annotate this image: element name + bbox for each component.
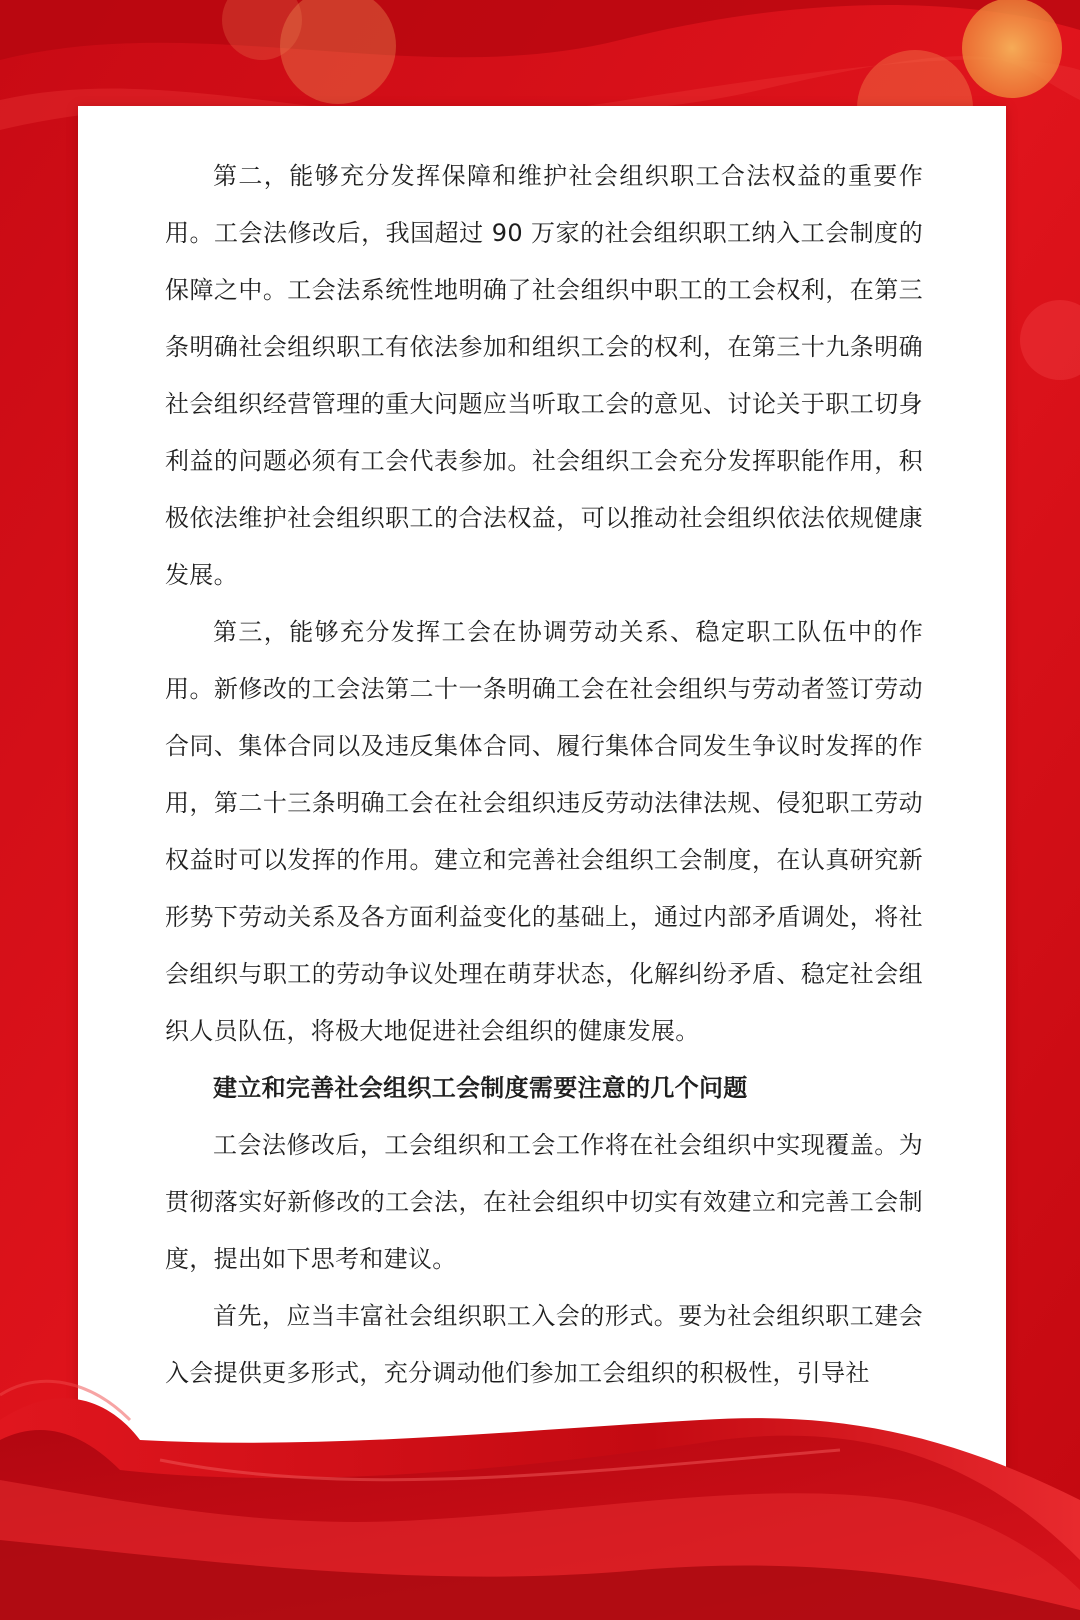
article-paragraph: 第三，能够充分发挥工会在协调劳动关系、稳定职工队伍中的作用。新修改的工会法第二十一条明确工会在社会组织与劳动者签订劳动合同、集体合同以及违反集体合同、履行集体合同发生争议时发挥的作用，第二十三条明确工会在社会组织违反劳动法律法规、侵犯职工劳动权益时可以发挥的作用。建立和完善社会组织工会制度，在认真研究新形势下劳动关系及各方面利益变化的基础上，通过内部矛盾调处，将社会组织与职工的劳动争议处理在萌芽状态，化解纠纷矛盾、稳定社会组织人员队伍，将极大地促进社会组织的健康发展。 [165,618,923,1045]
article-paragraph: 首先，应当丰富社会组织职工入会的形式。要为社会组织职工建会入会提供更多形式，充分调动他们参加工会组织的积极性，引导社 [165,1302,923,1387]
article-paragraph: 第二，能够充分发挥保障和维护社会组织职工合法权益的重要作用。工会法修改后，我国超过 90 万家的社会组织职工纳入工会制度的保障之中。工会法系统性地明确了社会组织中职工的工会权利，在第三条明确社会组织职工有依法参加和组织工会的权利，在第三十九条明确社会组织经营管理的重大问题应当听取工会的意见、讨论关于职工切身利益的问题必须有工会代表参加。社会组织工会充分发挥职能作用，积极依法维护社会组织职工的合法权益，可以推动社会组织依法依规健康发展。 [165,162,923,589]
bokeh-light [962,0,1062,98]
section-heading: 建立和完善社会组织工会制度需要注意的几个问题 [213,1074,748,1102]
article-body [165,148,923,1402]
article-paragraph: 工会法修改后，工会组织和工会工作将在社会组织中实现覆盖。为贯彻落实好新修改的工会法，在社会组织中切实有效建立和完善工会制度，提出如下思考和建议。 [165,1131,923,1273]
